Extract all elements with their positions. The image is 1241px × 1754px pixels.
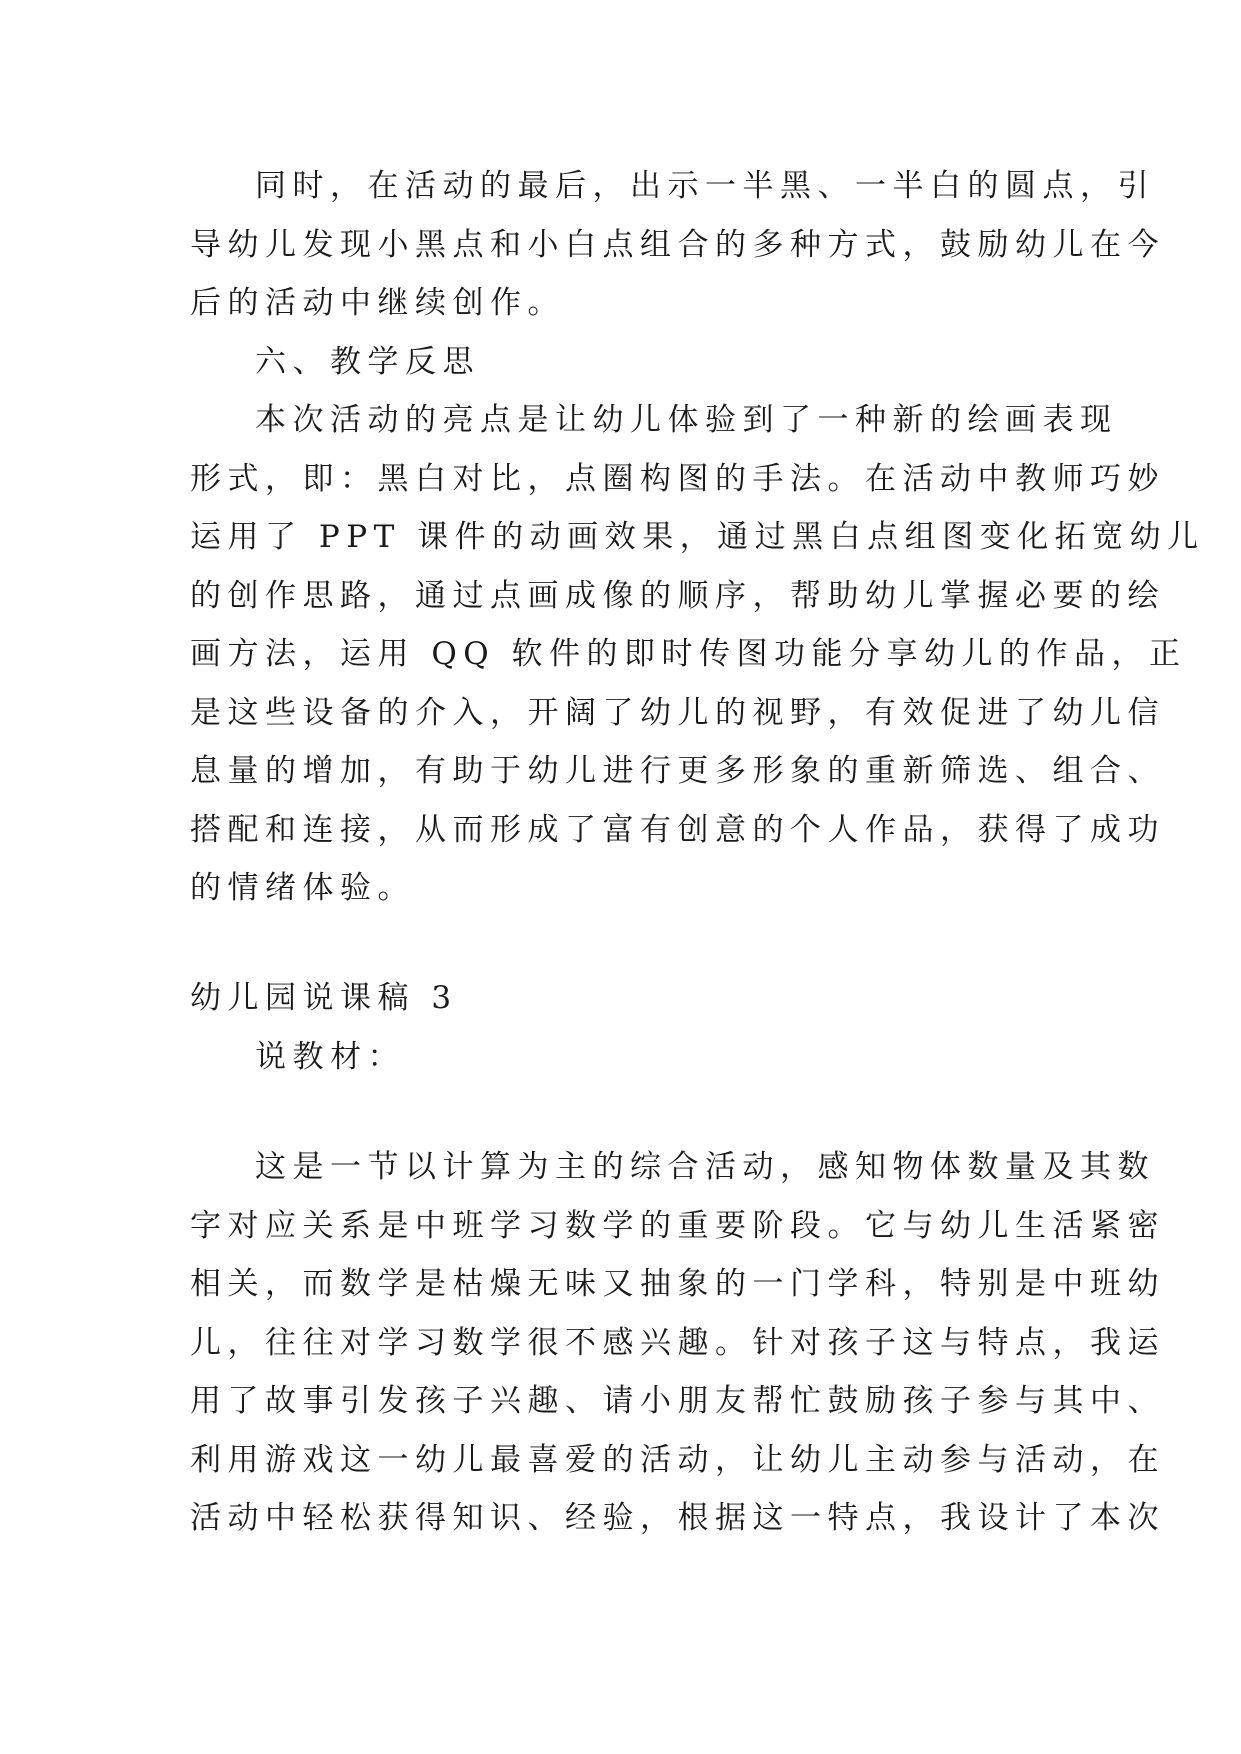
- paragraph-line: 同时，在活动的最后，出示一半黑、一半白的圆点，引: [255, 168, 1155, 204]
- paragraph-line: 这是一节以计算为主的综合活动，感知物体数量及其数: [255, 1149, 1155, 1185]
- paragraph-line: 画方法，运用 QQ 软件的即时传图功能分享幼儿的作品，正: [190, 636, 1187, 672]
- paragraph-line: 是这些设备的介入，开阔了幼儿的视野，有效促进了幼儿信: [190, 695, 1165, 731]
- paragraph-line: 息量的增加，有助于幼儿进行更多形象的重新筛选、组合、: [190, 753, 1165, 789]
- section-heading: 说教材：: [255, 1039, 405, 1075]
- paragraph-line: 用了故事引发孩子兴趣、请小朋友帮忙鼓励孩子参与其中、: [190, 1383, 1165, 1419]
- document-subtitle: 幼儿园说课稿 3: [190, 980, 458, 1016]
- paragraph-line: 的创作思路，通过点画成像的顺序，帮助幼儿掌握必要的绘: [190, 578, 1165, 614]
- paragraph-line: 儿，往往对学习数学很不感兴趣。针对孩子这与特点，我运: [190, 1325, 1165, 1361]
- paragraph-line: 的情绪体验。: [190, 870, 415, 906]
- paragraph-line: 后的活动中继续创作。: [190, 285, 565, 321]
- paragraph-line: 导幼儿发现小黑点和小白点组合的多种方式，鼓励幼儿在今: [190, 227, 1165, 263]
- paragraph-line: 运用了 PPT 课件的动画效果，通过黑白点组图变化拓宽幼儿: [190, 519, 1205, 555]
- paragraph-line: 利用游戏这一幼儿最喜爱的活动，让幼儿主动参与活动，在: [190, 1442, 1165, 1478]
- paragraph-line: 本次活动的亮点是让幼儿体验到了一种新的绘画表现: [255, 402, 1118, 438]
- section-heading: 六、教学反思: [255, 344, 480, 380]
- paragraph-line: 形式，即：黑白对比，点圈构图的手法。在活动中教师巧妙: [190, 461, 1165, 497]
- paragraph-line: 字对应关系是中班学习数学的重要阶段。它与幼儿生活紧密: [190, 1208, 1165, 1244]
- paragraph-line: 相关，而数学是枯燥无味又抽象的一门学科，特别是中班幼: [190, 1266, 1165, 1302]
- paragraph-line: 活动中轻松获得知识、经验，根据这一特点，我设计了本次: [190, 1500, 1165, 1536]
- paragraph-line: 搭配和连接，从而形成了富有创意的个人作品，获得了成功: [190, 812, 1165, 848]
